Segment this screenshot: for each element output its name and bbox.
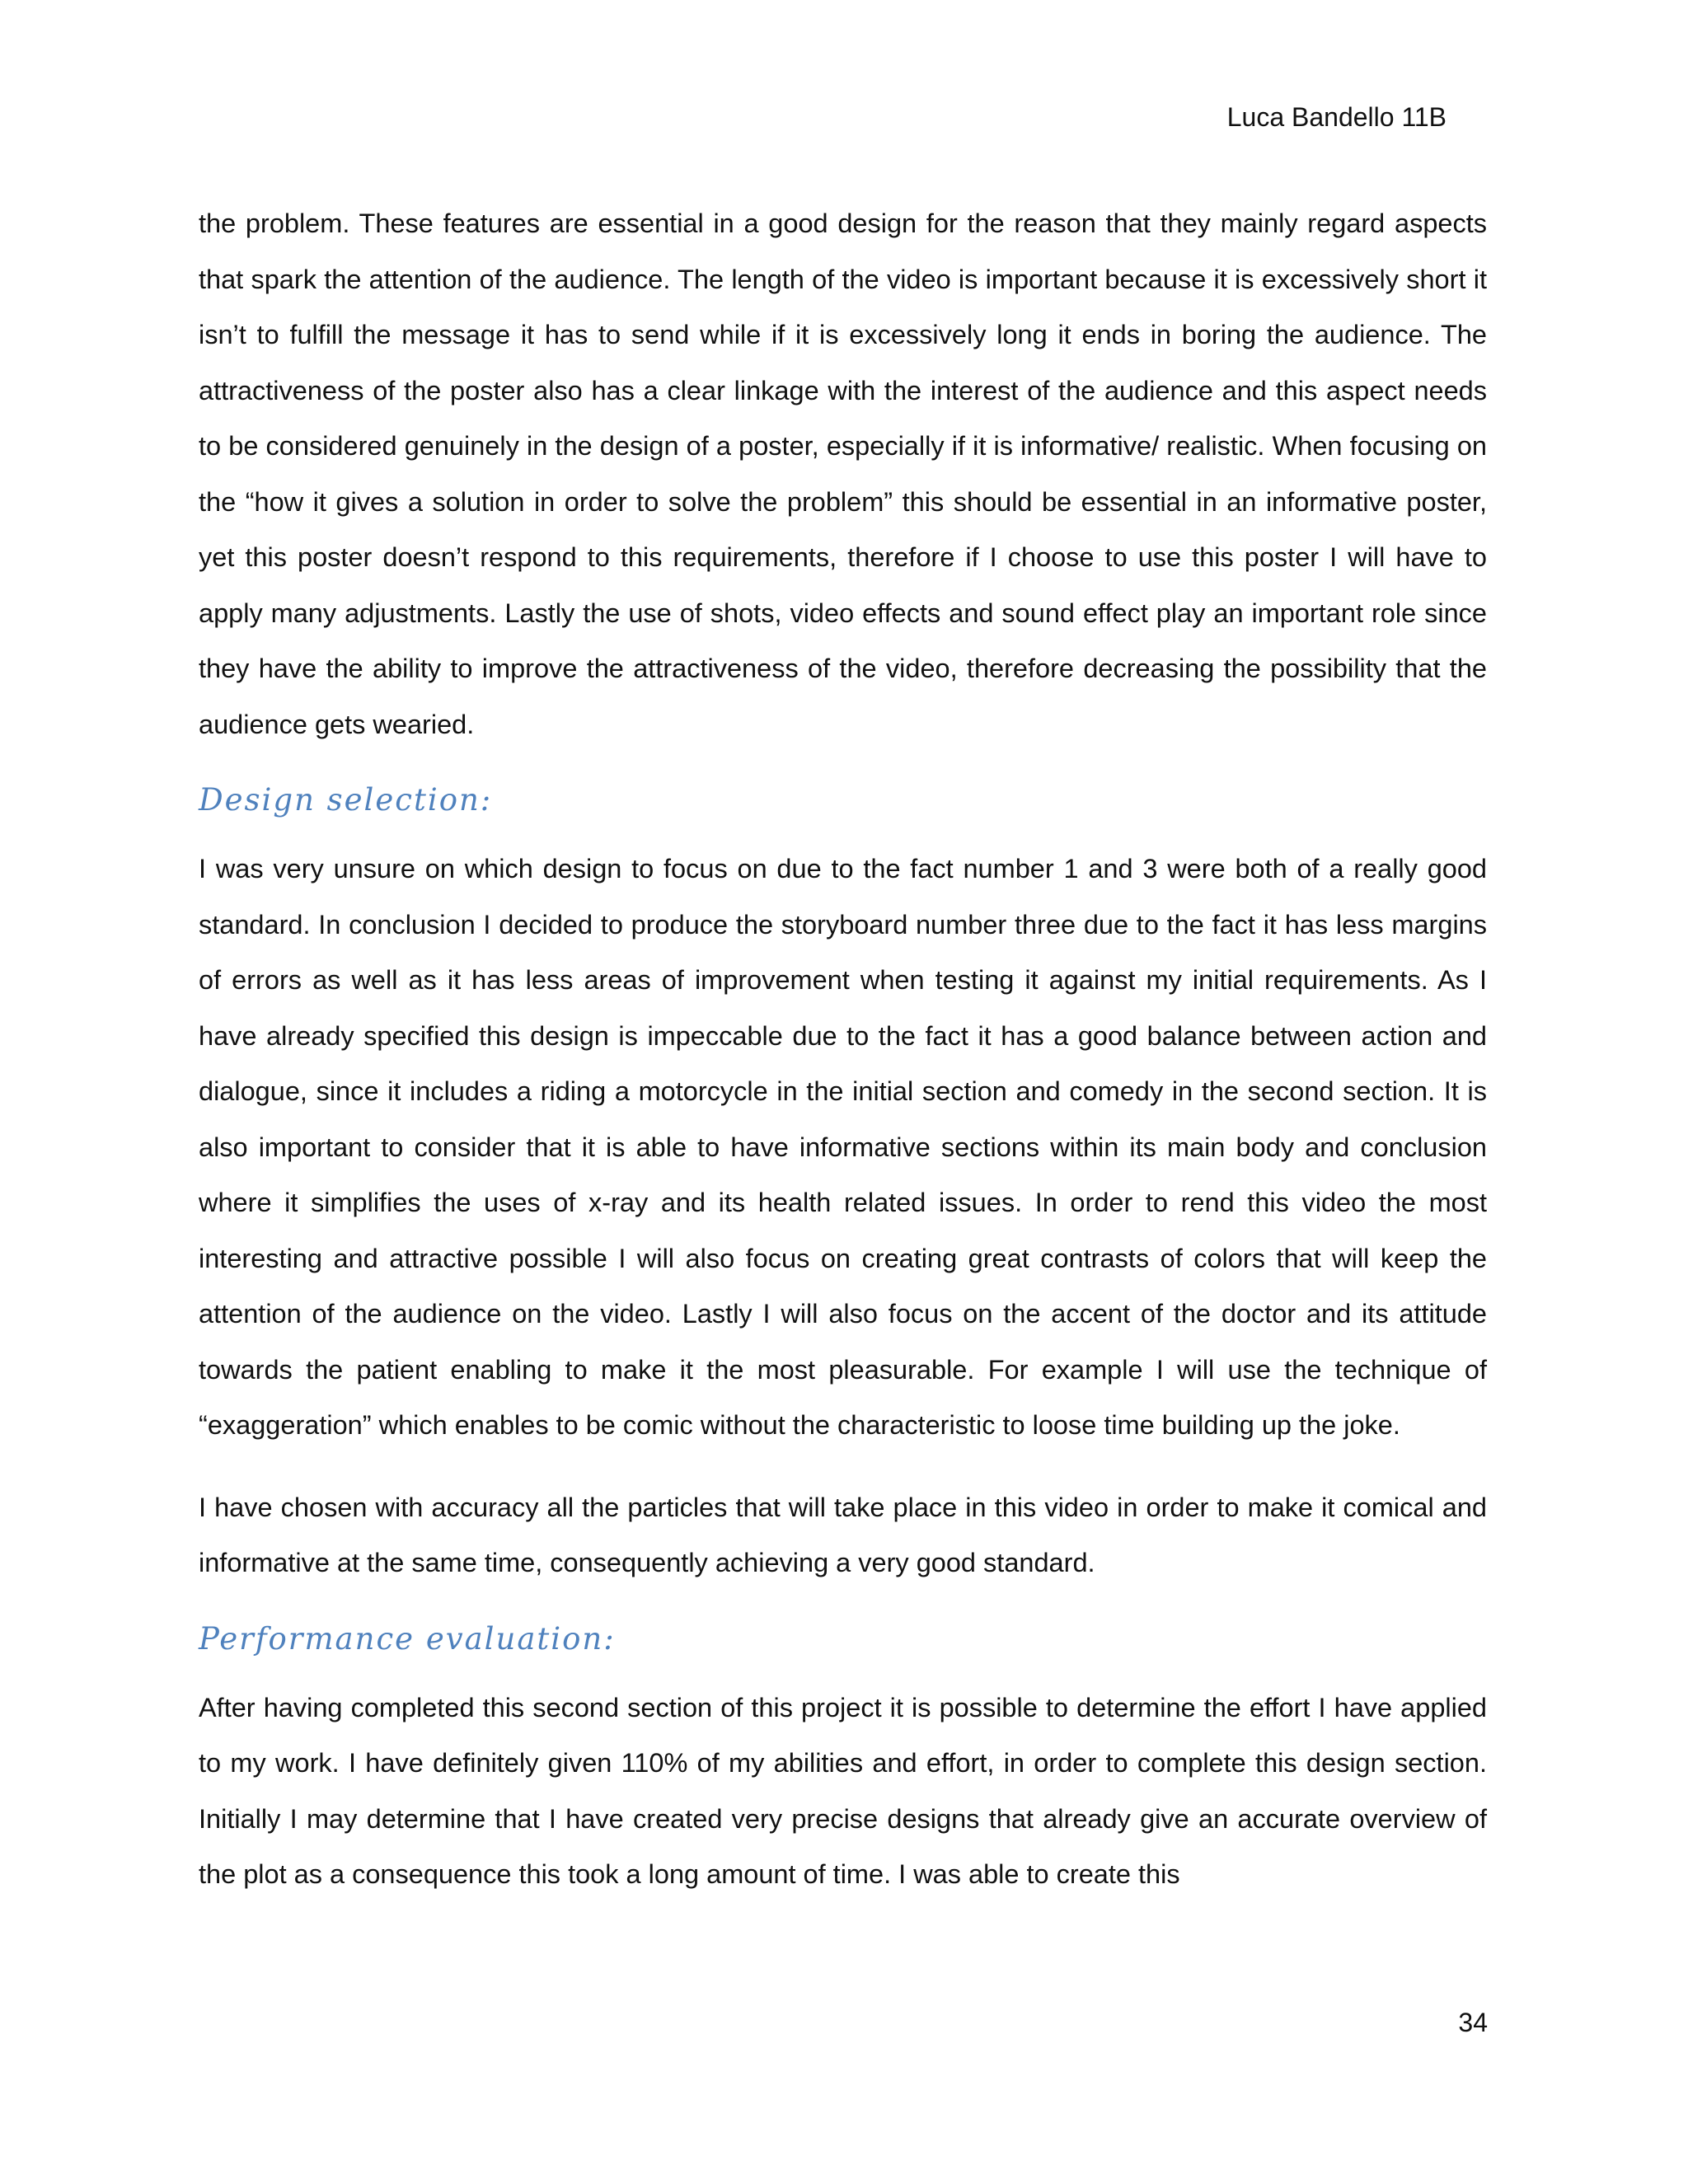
author-header: Luca Bandello 11B: [1226, 102, 1447, 132]
paragraph-design-selection: I was very unsure on which design to focus on due to the fact number 1 and 3 were both of a really good standard. In conclusion I decided to produce the storyboard number three due to the fact it has less margins of errors as well as it has less areas of improvement when testing it against my initial requirements. As I have already specified this design is impeccable due to the fact it has a good balance between action and dialogue, since it includes a riding a motorcycle in the initial section and comedy in the second section. It is also important to consider that it is able to have informative sections within its main body and conclusion where it simplifies the uses of x-ray and its health related issues. In order to rend this video the most interesting and attractive possible I will also focus on creating great contrasts of colors that will keep the attention of the audience on the video. Lastly I will also focus on the accent of the doctor and its attitude towards the patient enabling to make it the most pleasurable. For example I will use the technique of “exaggeration” which enables to be comic without the characteristic to loose time building up the joke.: [199, 854, 1487, 1440]
heading-performance-evaluation: Performance evaluation:: [199, 1620, 616, 1657]
page-content: [199, 196, 1487, 1903]
paragraph-particles: I have chosen with accuracy all the particles that will take place in this video in order to make it comical and informative at the same time, consequently achieving a very good standard.: [199, 1492, 1487, 1577]
page-number: 34: [1458, 2008, 1488, 2037]
heading-design-selection: Design selection:: [199, 782, 493, 818]
paragraph-performance-evaluation: After having completed this second section of this project it is possible to determine the effort I have applied to my work. I have definitely given 110% of my abilities and effort, in order to complete this design section. Initially I may determine that I have created very precise designs that already give an accurate overview of the plot as a consequence this took a long amount of time. I was able to create this: [199, 1692, 1487, 1889]
paragraph-design-criteria: the problem. These features are essential in a good design for the reason that they mainly regard aspects that spark the attention of the audience. The length of the video is important because it is excessively short it isn’t to fulfill the message it has to send while if it is excessively long it ends in boring the audience. The attractiveness of the poster also has a clear linkage with the interest of the audience and this aspect needs to be considered genuinely in the design of a poster, especially if it is informative/ realistic. When focusing on the “how it gives a solution in order to solve the problem” this should be essential in an informative poster, yet this poster doesn’t respond to this requirements, therefore if I choose to use this poster I will have to apply many adjustments. Lastly the use of shots, video effects and sound effect play an important role since they have the ability to improve the attractiveness of the video, therefore decreasing the possibility that the audience gets wearied.: [199, 209, 1487, 739]
